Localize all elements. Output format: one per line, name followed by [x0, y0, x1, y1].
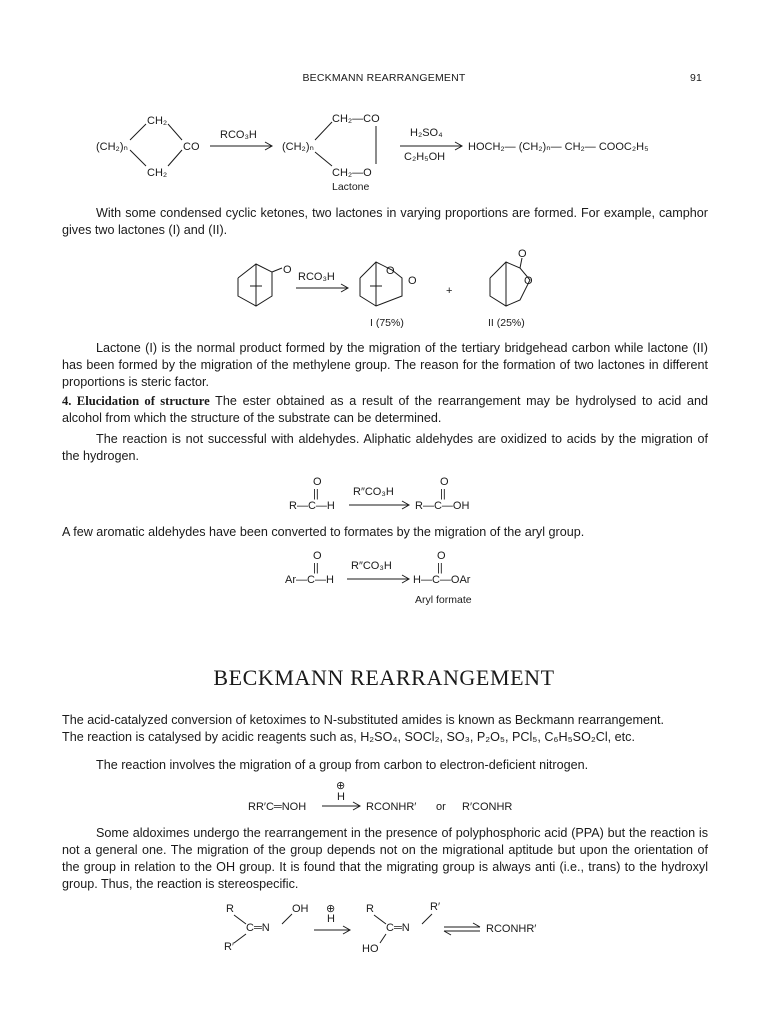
page-number: 91 [690, 72, 703, 84]
aldehyde-formula: R—C—H [289, 500, 335, 512]
scheme-anti-drawing [222, 900, 562, 958]
final-amide: RCONHR′ [486, 923, 537, 935]
paragraph-beckmann-intro [62, 712, 708, 746]
running-header: BECKMANN REARRANGEMENT [302, 72, 466, 84]
lactone-ii-carbonyl-o: O [518, 248, 527, 260]
oxime-cn: C═N [246, 922, 270, 934]
aldehyde-o: O [313, 476, 322, 488]
elucidation-text: The ester obtained as a result of the rearrangement may be hydrolysed to acid and alcohol from which the structure of the substrate can be determined. [62, 394, 708, 425]
reagent-peracid: R″CO₃H [353, 486, 394, 498]
scheme-aliphatic-drawing [285, 474, 505, 516]
catalyst-h: H [337, 791, 345, 803]
amide-product-2: R′CONHR [462, 801, 513, 813]
lactone-ii-label: II (25%) [488, 317, 525, 329]
scheme-aryl-formate [285, 548, 505, 608]
catalyst-h-2: H [327, 913, 335, 925]
aryl-aldehyde-formula: Ar—C—H [285, 574, 334, 586]
aryl-aldehyde-o: O [313, 550, 322, 562]
scheme-aryl-drawing [285, 548, 505, 608]
scheme-camphor-drawing [220, 250, 560, 335]
catalyst-plus: ⊕ [336, 780, 346, 792]
lactone-bottom: CH₂—O [332, 167, 372, 179]
formate-label: Aryl formate [415, 594, 472, 606]
paragraph-aldehydes: The reaction is not successful with aldehydes. Aliphatic aldehydes are oxidized to acids by the migration of the hydrogen. [62, 432, 708, 463]
formate-o: O [437, 550, 446, 562]
oxime-r-prime: R′ [224, 941, 235, 953]
formate-formula: H—C—OAr [413, 574, 471, 586]
lactone-i-label: I (75%) [370, 317, 404, 329]
paragraph-lactone-migration: Lactone (I) is the normal product formed by the migration of the tertiary bridgehead carbon while lactone (II) has been formed by the migration of the methylene group. The reason for the formation of two lactones in different proportions is steric factor. [62, 341, 708, 389]
section-title: BECKMANN REARRANGEMENT [213, 665, 555, 690]
beckmann-intro-line2: The reaction is catalysed by acidic reagents such as, H₂SO₄, SOCl₂, SO₃, P₂O₅, PCl₅, C₆H₅SO₂Cl, etc. [62, 730, 635, 744]
beckmann-intro-line1: The acid-catalyzed conversion of ketoximes to N-substituted amides is known as Beckmann rearrangement. [62, 713, 664, 727]
reagent-rco3h-2: RCO₃H [298, 271, 335, 283]
aldehyde-double-bond: || [313, 488, 319, 500]
oxime-formula: RR′C═NOH [248, 801, 307, 813]
reagent-ethanol: C₂H₅OH [404, 151, 446, 163]
scheme-anti-migration [222, 900, 562, 958]
reagent-h2so4: H₂SO₄ [410, 127, 443, 139]
paragraph-aromatic-aldehydes: A few aromatic aldehydes have been converted to formates by the migration of the aryl group. [62, 525, 585, 539]
oxime-oh: OH [292, 903, 309, 915]
lactone-i-carbonyl-o: O [408, 275, 417, 287]
reagent-peracid-2: R″CO₃H [351, 560, 392, 572]
acid-o: O [440, 476, 449, 488]
scheme-ketone-to-lactone [60, 108, 710, 198]
scheme-camphor-lactones [220, 250, 560, 335]
ketone-top: CH₂ [147, 115, 168, 127]
lactone-left: (CH₂)ₙ [282, 141, 314, 153]
plus-sign: + [446, 285, 453, 297]
acid-double-bond: || [440, 488, 446, 500]
paragraph-aldoximes: Some aldoximes undergo the rearrangement in the presence of polyphosphoric acid (PPA) but the reaction is not a general one. The migration of the group depends not on the migrational aptitude but upon the orientation of the group in relation to the OH group. It is found that the migrating group is always anti (i.e., trans) to the hydroxyl group. Thus, the reaction is stereospecific. [62, 826, 708, 891]
scheme-oxime-rearrangement [248, 778, 548, 818]
lactone-i-ring-o: O [386, 265, 395, 277]
paragraph-elucidation [62, 393, 708, 427]
scheme-ketone-to-lactone-drawing [60, 108, 710, 198]
formate-double-bond: || [437, 562, 443, 574]
oxime-r: R [226, 903, 234, 915]
acid-formula: R—C—OH [415, 500, 470, 512]
lactone-ii-ring-o: O [524, 275, 533, 287]
elucidation-heading: 4. Elucidation of structure [62, 394, 210, 408]
ketone-bottom: CH₂ [147, 167, 168, 179]
ketone-left: (CH₂)ₙ [96, 141, 128, 153]
ketone-right: CO [183, 141, 200, 153]
product-hydroxy-ester: HOCH₂— (CH₂)ₙ— CH₂— COOC₂H₅ [468, 141, 649, 153]
scheme-oxime-drawing [248, 778, 548, 818]
iminium-cn: C═N [386, 922, 410, 934]
iminium-r-prime: R′ [430, 901, 441, 913]
reagent-rco3h: RCO₃H [220, 129, 257, 141]
scheme-aliphatic-aldehyde [285, 474, 505, 516]
lactone-label: Lactone [332, 181, 370, 193]
lactone-top: CH₂—CO [332, 113, 380, 125]
catalyst-plus-2: ⊕ [326, 903, 336, 915]
iminium-r: R [366, 903, 374, 915]
amide-product-1: RCONHR′ [366, 801, 417, 813]
iminium-ho: HO [362, 943, 379, 955]
or-text: or [436, 801, 446, 813]
aryl-aldehyde-double-bond: || [313, 562, 319, 574]
camphor-o: O [283, 264, 292, 276]
paragraph-condensed-ketones: With some condensed cyclic ketones, two lactones in varying proportions are formed. For example, camphor gives two lactones (I) and (II). [62, 206, 708, 237]
paragraph-migration: The reaction involves the migration of a group from carbon to electron-deficient nitrogen. [96, 758, 589, 772]
